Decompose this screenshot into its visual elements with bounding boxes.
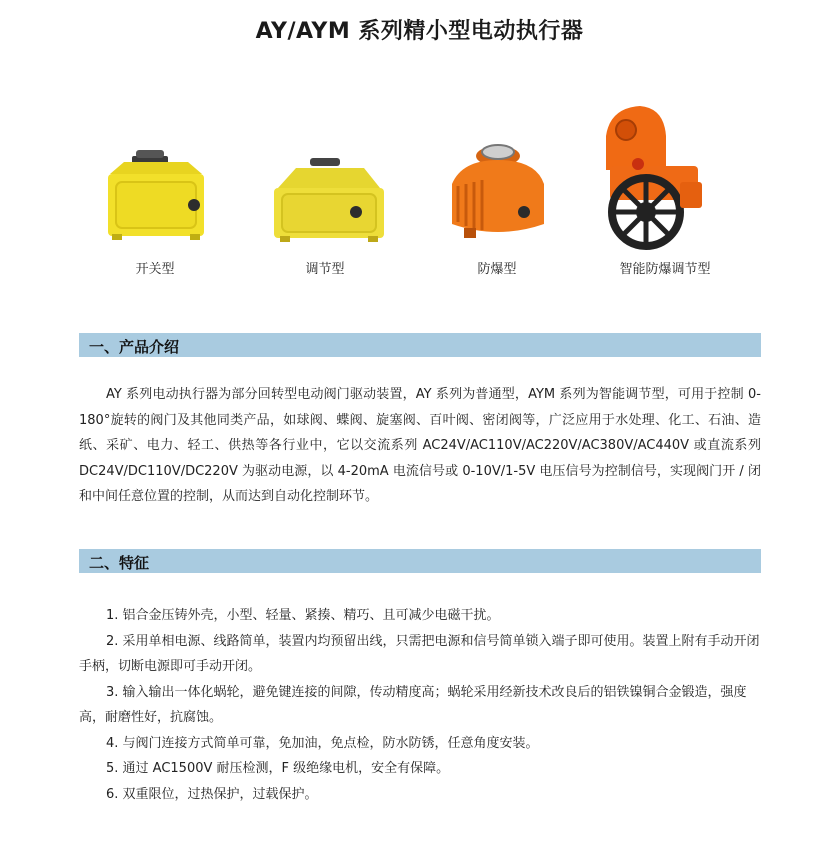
section-heading: 二、特征 [89, 554, 150, 572]
product-gallery [0, 100, 839, 290]
product-card-on-off [70, 100, 240, 290]
intro-text: AY 系列电动执行器为部分回转型电动阀门驱动装置，AY 系列为普通型，AYM 系列为智能调节型，可用于控制 0-180°旋转的阀门及其他同类产品，如球阀、蝶阀、旋塞阀、百叶阀、密闭阀等，广泛应用于水处理、化工、石油、造纸、采矿、电力、轻工、供热等各行业中，它以交流系列 AC24V/AC110V/AC220V/AC380V/AC440V 或直流系列 DC24V/DC110V/DC220V 为驱动电源，以 4-20mA 电流信号或 0-10V/1-5V 电压信号为控制信号，实现阀门开 / 闭和中间任意位置的控制，从而达到自动化控制环节。 [79, 387, 761, 504]
feature-item: 6. 双重限位，过热保护，过载保护。 [106, 786, 318, 802]
feature-item: 5. 通过 AC1500V 耐压检测，F 级绝缘电机，安全有保障。 [106, 761, 450, 776]
product-label: 智能防爆调节型 [619, 262, 711, 277]
product-card-explosion-proof [412, 100, 582, 290]
orange-intelligent-actuator-icon [580, 100, 750, 250]
feature-item: 1. 铝合金压铸外壳，小型、轻量、紧揍、精巧、且可减少电磁干扰。 [106, 608, 500, 623]
product-card-intelligent [580, 100, 750, 290]
product-intro-paragraph [79, 382, 761, 510]
section-heading: 一、产品介绍 [89, 338, 180, 356]
feature-item: 4. 与阀门连接方式简单可靠，免加油，免点检，防水防锈，任意角度安装。 [106, 735, 539, 751]
product-label: 防爆型 [477, 262, 517, 277]
section-heading-band [79, 333, 761, 357]
product-label: 开关型 [135, 262, 175, 277]
feature-item: 3. 输入输出一体化蜗轮，避免键连接的间隙，传动精度高；蜗轮采用经新技术改良后的铝铁镍铜合金锻造，强度高，耐磨性好，抗腐蚀。 [79, 684, 747, 725]
feature-item: 2. 采用单相电源、线路简单，装置内均预留出线，只需把电源和信号简单锁入端子即可使用。装置上附有手动开闭手柄，切断电源即可手动开闭。 [79, 633, 760, 674]
section-heading-band [79, 549, 761, 573]
product-card-modulating [240, 100, 410, 290]
yellow-actuator-icon [70, 100, 240, 250]
feature-list [79, 603, 761, 807]
orange-explosion-proof-actuator-icon [412, 100, 582, 250]
yellow-actuator-icon [240, 100, 410, 250]
page-title: AY/AYM 系列精小型电动执行器 [255, 19, 584, 44]
product-label: 调节型 [305, 262, 345, 277]
